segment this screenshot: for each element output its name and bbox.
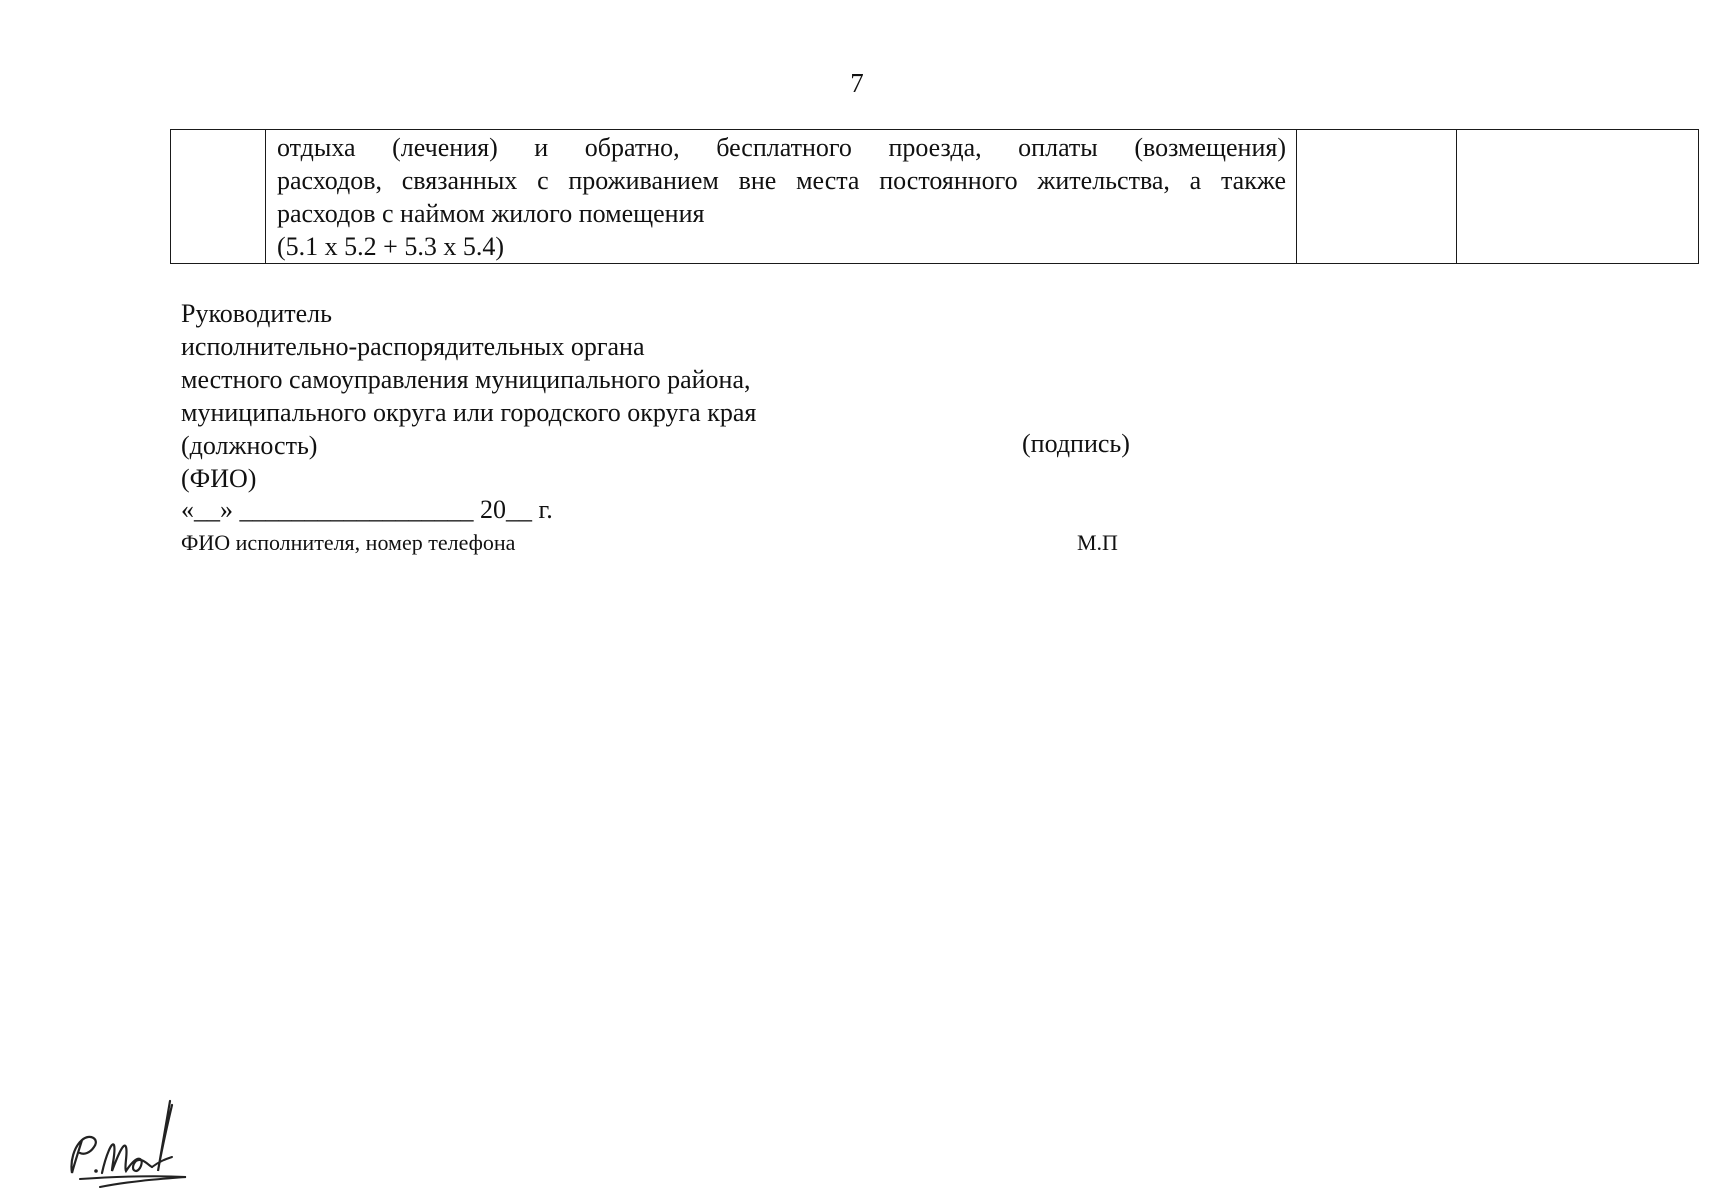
signature-label: (подпись): [1022, 429, 1130, 458]
table-formula: (5.1 х 5.2 + 5.3 х 5.4): [277, 232, 504, 261]
signature-block: [181, 297, 1181, 495]
signature-org-line: местного самоуправления муниципального района,: [181, 365, 751, 394]
position-label: (должность): [181, 431, 318, 460]
table-row: [171, 130, 1699, 264]
signature-org-line: муниципального округа или городского округа края: [181, 398, 757, 427]
table-text-line: отдыха (лечения) и обратно, бесплатного проезда, оплаты (возмещения): [277, 133, 1286, 162]
handwritten-signature: [60, 1095, 200, 1190]
date-line: «__» __________________ 20__ г.: [181, 495, 553, 524]
data-table: [170, 129, 1699, 264]
table-cell-description: [266, 130, 1297, 264]
table-cell-number: [171, 130, 266, 264]
table-text-line: расходов с наймом жилого помещения: [277, 199, 705, 228]
table-text-line: расходов, связанных с проживанием вне места постоянного жительства, а также: [277, 166, 1286, 195]
executor-label: ФИО исполнителя, номер телефона: [181, 530, 516, 555]
stamp-label: М.П: [1077, 530, 1118, 555]
table-cell-value: [1297, 130, 1457, 264]
table-cell-value: [1457, 130, 1699, 264]
page-number: 7: [850, 68, 864, 98]
signature-org-line: исполнительно-распорядительных органа: [181, 332, 645, 361]
signature-title: Руководитель: [181, 299, 332, 328]
fio-label: (ФИО): [181, 464, 257, 493]
